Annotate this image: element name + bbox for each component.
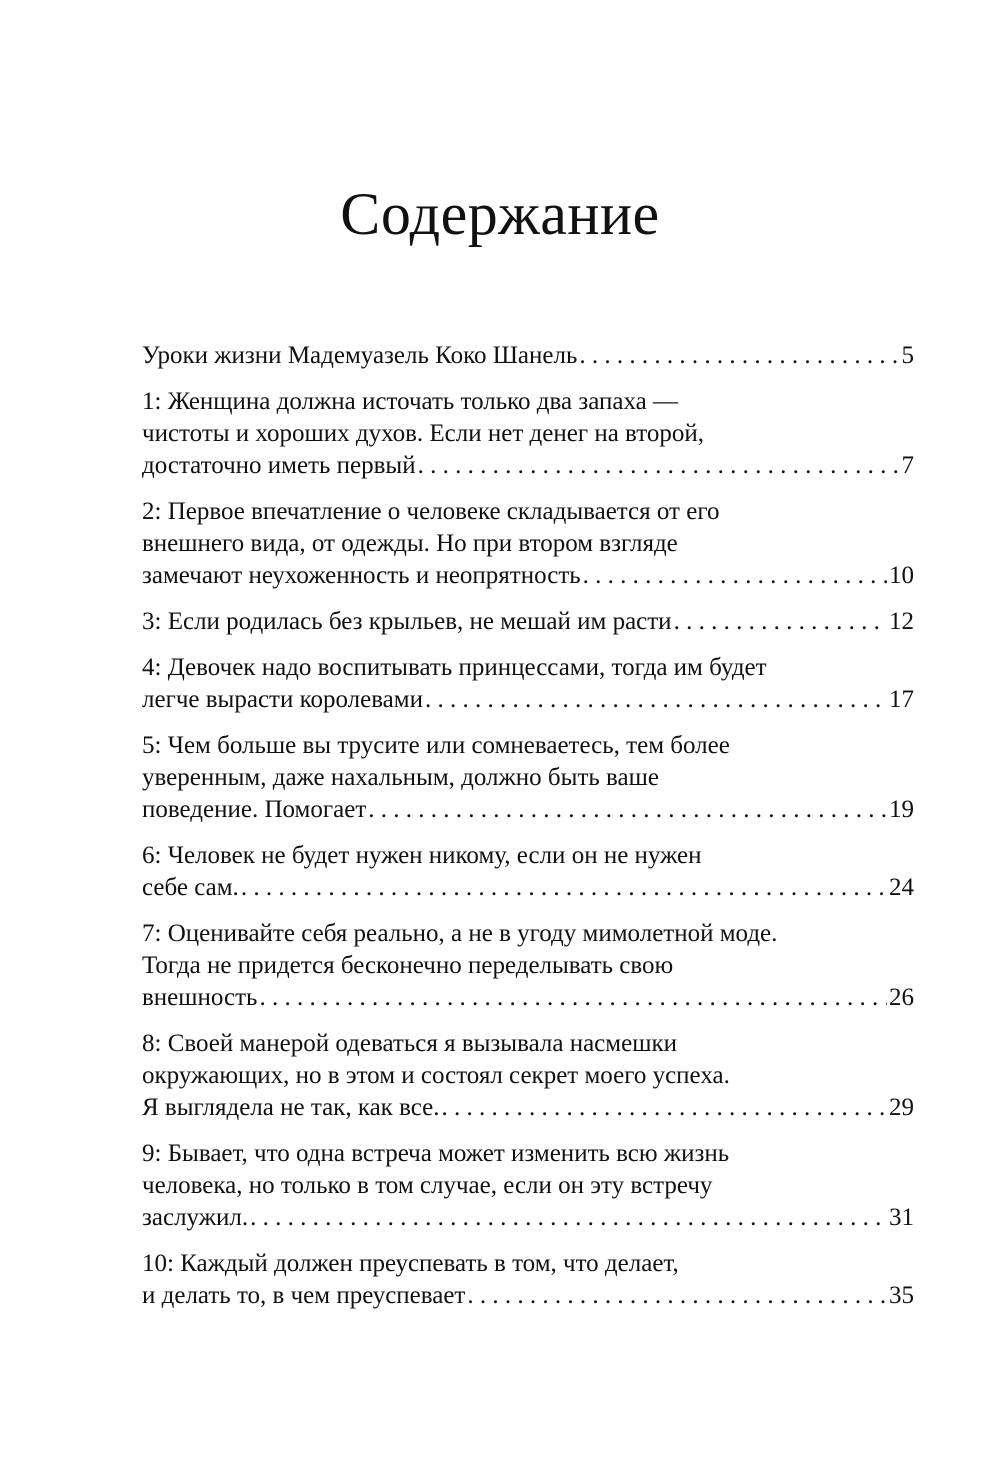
toc-entry bbox=[142, 918, 914, 1014]
page-title: Содержание bbox=[340, 181, 660, 247]
page-number: 12 bbox=[889, 608, 914, 635]
page-number: 29 bbox=[889, 1094, 914, 1121]
toc-entry-line: достаточно иметь первый bbox=[142, 452, 416, 479]
toc-entry-last-line bbox=[142, 794, 914, 826]
toc-entry-last-line bbox=[142, 340, 914, 372]
toc-entry-line: 8: Своей манерой одеваться я вызывала насмешки bbox=[142, 1030, 677, 1057]
toc-entry-last-line bbox=[142, 606, 914, 638]
toc-entry-line: 10: Каждый должен преуспевать в том, что делает, bbox=[142, 1250, 679, 1277]
page-number: 10 bbox=[889, 562, 914, 589]
toc-entry-line: 2: Первое впечатление о человеке складывается от его bbox=[142, 498, 720, 525]
toc-entry bbox=[142, 1248, 914, 1312]
toc-entry-last-line bbox=[142, 1280, 914, 1312]
toc-entry-line: и делать то, в чем преуспевает bbox=[142, 1282, 466, 1309]
dot-leader bbox=[250, 1202, 887, 1234]
page-number: 26 bbox=[889, 984, 914, 1011]
toc-entry-line: себе сам. bbox=[142, 874, 239, 901]
dot-leader bbox=[674, 606, 887, 638]
toc-entry-last-line bbox=[142, 684, 914, 716]
toc-entry-line: 3: Если родилась без крыльев, не мешай им расти bbox=[142, 608, 672, 635]
toc-entry-line: чистоты и хороших духов. Если нет денег на второй, bbox=[142, 420, 704, 447]
toc-entry-line: легче вырасти королевами bbox=[142, 686, 423, 713]
dot-leader bbox=[425, 684, 887, 716]
dot-leader bbox=[467, 1280, 887, 1312]
toc-entry-line: Тогда не придется бесконечно переделывать свою bbox=[142, 952, 674, 979]
toc-entry-line: Я выглядела не так, как все. bbox=[142, 1094, 440, 1121]
page-number: 19 bbox=[889, 796, 914, 823]
toc-entry-line: Уроки жизни Мадемуазель Коко Шанель bbox=[142, 342, 578, 369]
toc-entry-last-line bbox=[142, 872, 914, 904]
page-number: 5 bbox=[901, 342, 914, 369]
page-number: 31 bbox=[889, 1204, 914, 1231]
toc-entry-last-line bbox=[142, 1092, 914, 1124]
toc-entry-last-line bbox=[142, 982, 914, 1014]
toc-entry-line: 5: Чем больше вы трусите или сомневаетесь, тем более bbox=[142, 732, 730, 759]
toc-entry bbox=[142, 340, 914, 372]
toc-entry-line: внешнего вида, от одежды. Но при втором взгляде bbox=[142, 530, 678, 557]
toc-entry bbox=[142, 1138, 914, 1234]
toc-entry-last-line bbox=[142, 450, 914, 482]
toc-entry-line: заслужил. bbox=[142, 1204, 249, 1231]
page-number: 17 bbox=[889, 686, 914, 713]
toc-entry-line: окружающих, но в этом и состоял секрет моего успеха. bbox=[142, 1062, 730, 1089]
toc-entry-line: внешность bbox=[142, 984, 258, 1011]
toc-entry-line: замечают неухоженность и неопрятность bbox=[142, 562, 581, 589]
dot-leader bbox=[368, 794, 887, 826]
dot-leader bbox=[579, 340, 899, 372]
toc-entry-line: 1: Женщина должна источать только два запаха — bbox=[142, 388, 678, 415]
toc-entry bbox=[142, 606, 914, 638]
dot-leader bbox=[418, 450, 900, 482]
dot-leader bbox=[583, 560, 887, 592]
page-number: 7 bbox=[901, 452, 914, 479]
toc-entry-line: поведение. Помогает bbox=[142, 796, 367, 823]
table-of-contents bbox=[142, 340, 914, 1326]
toc-entry-line: 6: Человек не будет нужен никому, если он не нужен bbox=[142, 842, 702, 869]
toc-entry bbox=[142, 496, 914, 592]
toc-entry-line: уверенным, даже нахальным, должно быть ваше bbox=[142, 764, 659, 791]
toc-entry-line: человека, но только в том случае, если он эту встречу bbox=[142, 1172, 713, 1199]
toc-entry-line: 9: Бывает, что одна встреча может изменить всю жизнь bbox=[142, 1140, 730, 1167]
page-number: 35 bbox=[889, 1282, 914, 1309]
toc-entry bbox=[142, 840, 914, 904]
dot-leader bbox=[241, 872, 887, 904]
dot-leader bbox=[259, 982, 887, 1014]
toc-entry-last-line bbox=[142, 560, 914, 592]
dot-leader bbox=[442, 1092, 888, 1124]
toc-entry bbox=[142, 1028, 914, 1124]
toc-entry-line: 7: Оценивайте себя реально, а не в угоду мимолетной моде. bbox=[142, 920, 778, 947]
toc-entry bbox=[142, 652, 914, 716]
toc-entry-last-line bbox=[142, 1202, 914, 1234]
page-number: 24 bbox=[889, 874, 914, 901]
toc-entry-line: 4: Девочек надо воспитывать принцессами, тогда им будет bbox=[142, 654, 767, 681]
toc-entry bbox=[142, 386, 914, 482]
toc-entry bbox=[142, 730, 914, 826]
